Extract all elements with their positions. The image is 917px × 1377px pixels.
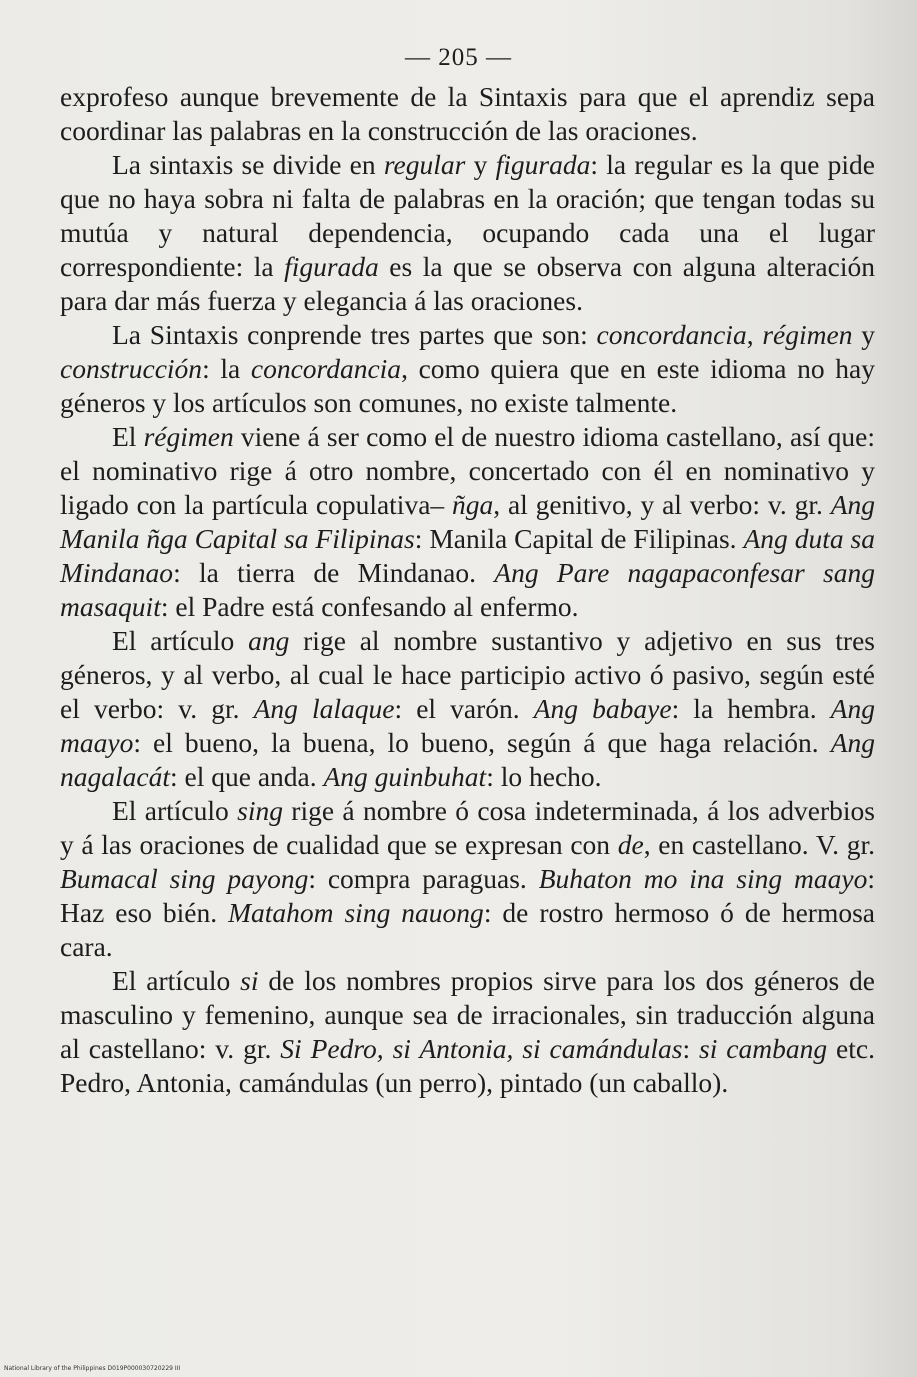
text-run: : la [202, 353, 251, 384]
text-run: y [465, 149, 496, 180]
text-run: , al genitivo, y al verbo: v. gr. [493, 489, 831, 520]
italic-term: de [617, 829, 644, 860]
text-run: es la que se observa con alguna alteración para dar más fuerza y elegancia á las oraciones. [60, 251, 875, 316]
italic-term: Ang maayo [60, 693, 875, 758]
italic-term: figurada [495, 149, 591, 180]
text-run: La sintaxis se divide en [112, 149, 384, 180]
text-run: : [682, 1033, 700, 1064]
text-run: y [852, 319, 876, 350]
italic-term: Ang lalaque [253, 693, 395, 724]
italic-term: Ang babaye [533, 693, 672, 724]
text-run: : lo hecho. [486, 761, 602, 792]
italic-term: sing [237, 795, 283, 826]
italic-term: Ang duta sa Mindanao [60, 523, 876, 588]
text-run: : el que anda. [170, 761, 324, 792]
text-run: La Sintaxis conprende tres partes que son: [112, 319, 597, 350]
italic-term: Buhaton mo ina sing maayo [538, 863, 868, 894]
paragraph [60, 148, 875, 318]
paragraph [60, 964, 875, 1100]
text-run: : Haz eso bién. [60, 863, 875, 928]
page-number: — 205 — [405, 44, 512, 71]
italic-term: Si Pedro, si Antonia, si camándulas [280, 1033, 683, 1064]
italic-term: Ang nagalacát [60, 727, 875, 792]
italic-term: Ang guinbuhat [323, 761, 487, 792]
text-run: rige á nombre ó cosa indeterminada, á los adverbios y á las oraciones de cualidad que se expresan con [60, 795, 875, 860]
italic-term: régimen [762, 319, 853, 350]
text-run: : compra paraguas. [308, 863, 539, 894]
text-run: exprofeso aunque brevemente de la Sintaxis para que el aprendiz sepa coordinar las palabras en la construcción de las oraciones. [60, 81, 875, 146]
text-run: : la hembra. [671, 693, 831, 724]
italic-term: concordancia [596, 319, 747, 350]
text-run: , como quiera que en este idioma no hay géneros y los artículos son comunes, no existe talmente. [60, 353, 875, 418]
page-body [60, 80, 875, 1100]
italic-term: Ang Pare nagapaconfesar sang masaquit [60, 557, 875, 622]
text-run: : la regular es la que pide que no haya sobra ni falta de palabras en la oración; que tengan todas su mutúa y natural dependencia, ocupando cada una el lugar correspondiente: la [60, 149, 875, 282]
italic-term: Ang Manila ñga Capital sa Filipinas [60, 489, 875, 554]
text-run: rige al nombre sustantivo y adjetivo en sus tres géneros, y al verbo, al cual le hace participio activo ó pasivo, según esté el verbo: v. gr. [60, 625, 875, 724]
italic-term: concordancia [250, 353, 402, 384]
text-run: : Manila Capital de Filipinas. [414, 523, 744, 554]
paragraph [60, 624, 875, 794]
text-run: : el bueno, la buena, lo bueno, según á que haga relación. [133, 727, 831, 758]
paragraph [60, 794, 875, 964]
text-run: , [746, 319, 763, 350]
text-run: : el Padre está confesando al enfermo. [160, 591, 579, 622]
scan-footer: National Library of the Philippines D019P000030720229 III [4, 1365, 181, 1372]
text-run: El artículo [112, 795, 238, 826]
italic-term: si [240, 965, 259, 996]
text-run: de los nombres propios sirve para los dos géneros de masculino y femenino, aunque sea de irracionales, sin traducción alguna al castellano: v. gr. [60, 965, 875, 1064]
text-run: El [112, 421, 144, 452]
italic-term: Matahom sing nauong [228, 897, 484, 928]
italic-term: Bumacal sing payong [60, 863, 309, 894]
italic-term: régimen [143, 421, 234, 452]
text-run: , en castellano. V. gr. [643, 829, 875, 860]
text-run: viene á ser como el de nuestro idioma castellano, así que: el nominativo rige á otro nombre, concertado con él en nominativo y ligado con la partícula copulativa– [60, 421, 875, 520]
italic-term: ang [248, 625, 290, 656]
text-run: : la tierra de Mindanao. [173, 557, 495, 588]
italic-term: regular [383, 149, 466, 180]
italic-term: construcción [60, 353, 203, 384]
paragraph [60, 318, 875, 420]
text-run: : de rostro hermoso ó de hermosa cara. [60, 897, 876, 962]
text-run: etc. Pedro, Antonia, camándulas (un perro), pintado (un caballo). [60, 1033, 875, 1098]
text-run: El artículo [112, 625, 249, 656]
paragraph [60, 420, 875, 624]
italic-term: ñga [452, 489, 494, 520]
text-run: : el varón. [394, 693, 534, 724]
text-run: El artículo [112, 965, 241, 996]
italic-term: figurada [284, 251, 379, 282]
italic-term: si cambang [699, 1033, 828, 1064]
paragraph [60, 80, 875, 148]
